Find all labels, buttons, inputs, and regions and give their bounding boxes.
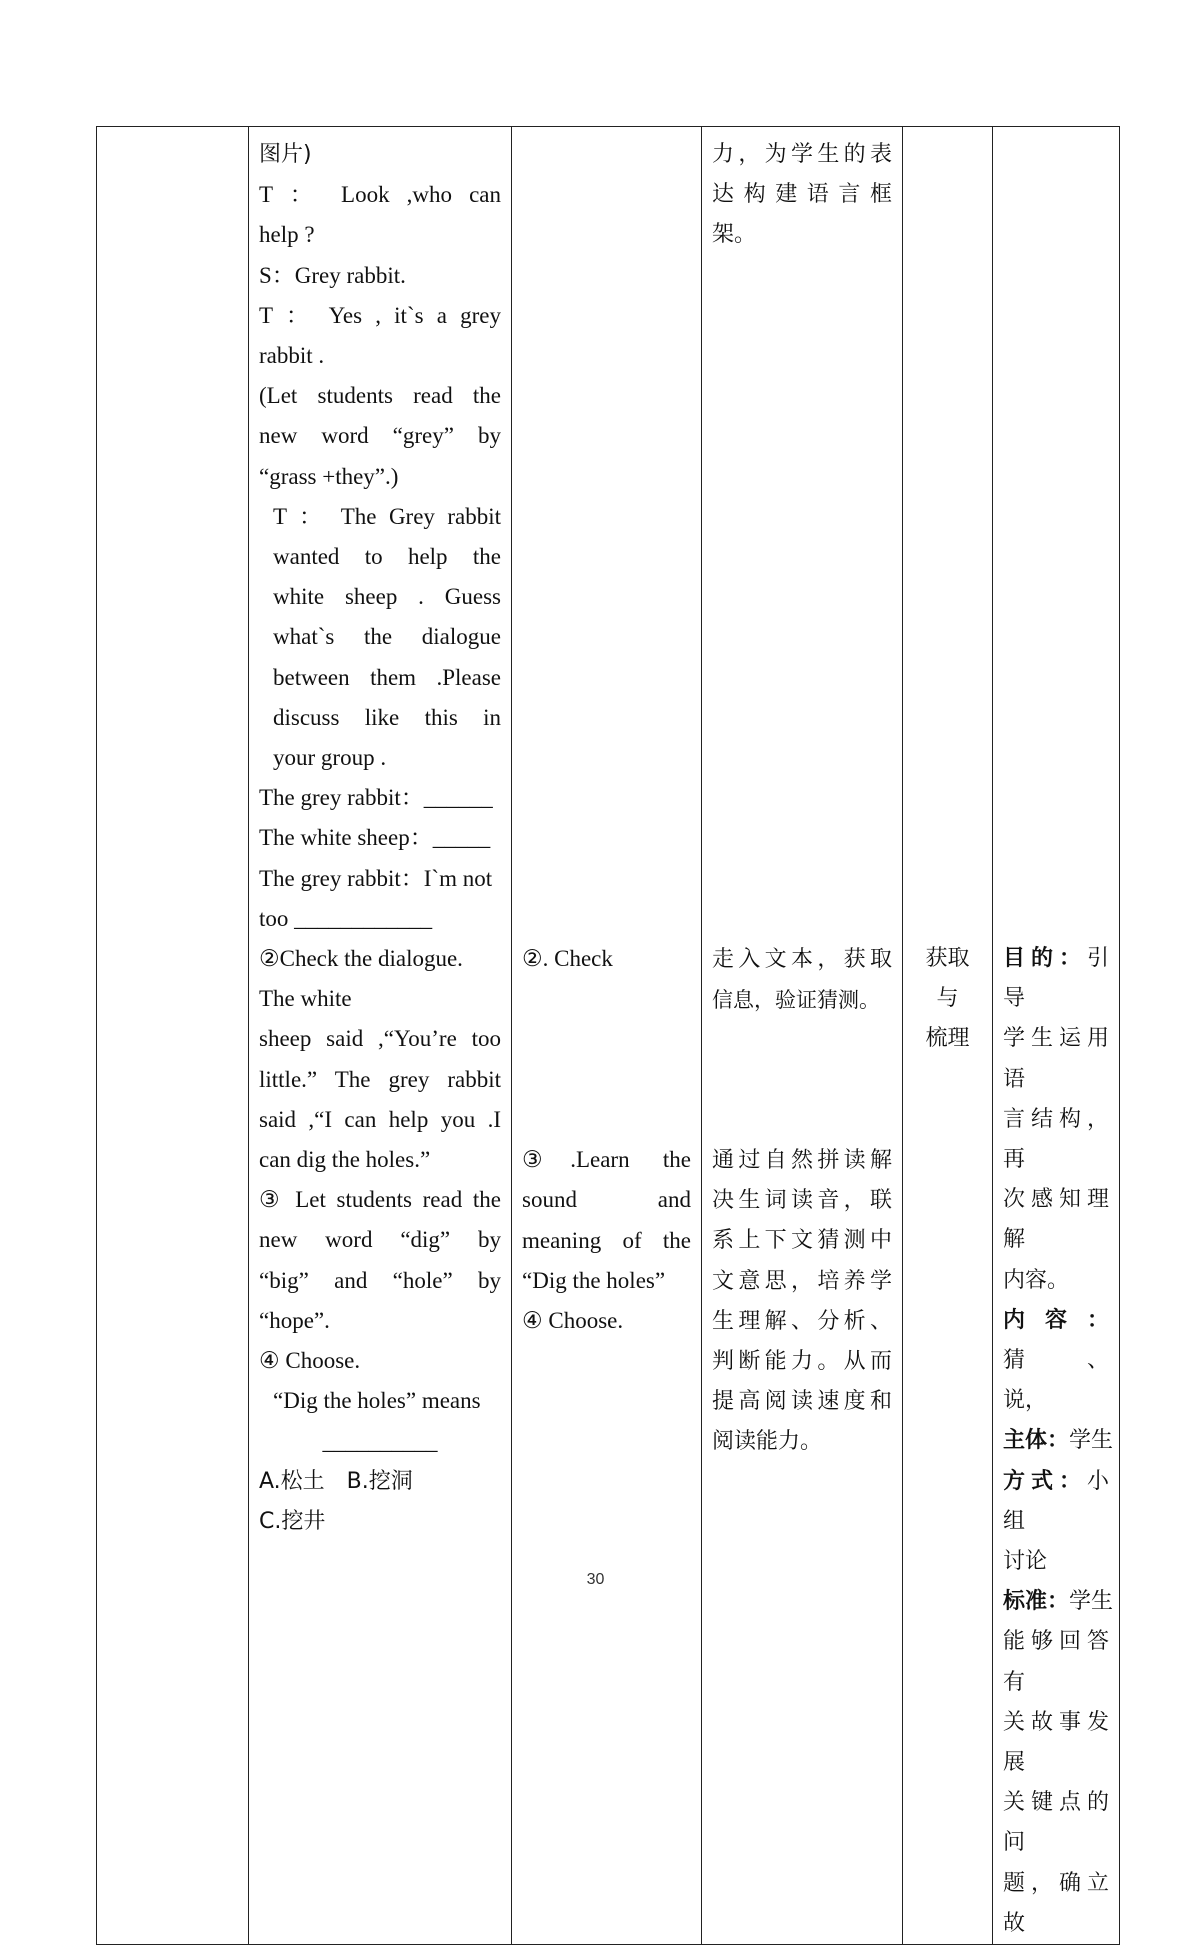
design-intent-cell: [702, 127, 903, 1945]
activity-line: sound and: [522, 1187, 691, 1213]
eval-text: 引导: [1003, 946, 1109, 1012]
process-line: The white: [259, 986, 352, 1012]
process-line: “Dig the holes” means: [273, 1388, 481, 1414]
eval-text: 学生: [1069, 1589, 1114, 1615]
intent-line: 生理解、分析、: [712, 1308, 892, 1334]
subject-label: 主体：: [1003, 1428, 1070, 1454]
process-line: The white sheep：_____: [259, 825, 491, 851]
process-line: too ____________: [259, 905, 433, 931]
method-label: 方式：: [1003, 1468, 1087, 1494]
process-line: ②Check the dialogue.: [259, 946, 463, 972]
intent-line: 通过自然拼读解: [712, 1148, 892, 1174]
eval-line: 讨论: [1003, 1549, 1048, 1575]
eval-line: 说，: [1003, 1388, 1048, 1414]
table-row: [97, 127, 1120, 1945]
learning-type-cell: [903, 127, 993, 1945]
eval-line: 关故事发展: [1003, 1709, 1109, 1776]
content-label: 内容：: [1003, 1307, 1109, 1333]
process-line: wanted to help the: [273, 544, 501, 570]
eval-text: 学生: [1069, 1428, 1114, 1454]
activity-line: ②. Check: [522, 946, 613, 971]
teaching-process-cell: [249, 127, 512, 1945]
process-line: what`s the dialogue: [273, 624, 501, 650]
process-line: C.挖井: [259, 1508, 326, 1534]
intent-line: 力，为学生的表: [712, 142, 892, 167]
process-line: can dig the holes.”: [259, 1147, 431, 1173]
process-line: help ?: [259, 222, 315, 248]
evaluation-cell: [993, 127, 1120, 1945]
cell-spacer: [913, 135, 982, 939]
eval-line: [1003, 939, 1109, 1019]
eval-line: 次感知理解: [1003, 1187, 1109, 1253]
purpose-label: 目的：: [1003, 946, 1087, 971]
process-line: sheep said ,“You’re too: [259, 1026, 501, 1052]
eval-line: 关键点的问: [1003, 1790, 1109, 1856]
eval-line: [1003, 1462, 1109, 1542]
eval-line: 言结构，再: [1003, 1106, 1109, 1173]
eval-line: 学生运用语: [1003, 1026, 1109, 1092]
process-line: “big” and “hole” by: [259, 1267, 501, 1293]
eval-line: 能够回答有: [1003, 1629, 1109, 1695]
cell-spacer: [1003, 135, 1109, 939]
eval-line: 内容。: [1003, 1267, 1070, 1293]
page-number: 30: [586, 1571, 605, 1588]
process-line: A.松土 B.挖洞: [259, 1468, 413, 1494]
intent-line: 提高阅读速度和: [712, 1389, 892, 1415]
eval-line: [1003, 1301, 1109, 1381]
process-line: new word “grey” by: [259, 423, 501, 449]
process-line: little.” The grey rabbit: [259, 1066, 501, 1092]
process-line: 图片): [259, 142, 312, 167]
student-activity-cell: [512, 127, 702, 1945]
eval-text: 小组: [1003, 1468, 1109, 1534]
lesson-plan-table: [96, 126, 1120, 1945]
intent-line: 系上下文猜测中: [712, 1228, 892, 1254]
process-line: white sheep . Guess: [273, 584, 501, 610]
intent-line: 架。: [712, 222, 757, 248]
eval-text: 猜、: [1003, 1348, 1109, 1374]
stage-cell: [97, 127, 249, 1945]
process-line: rabbit .: [259, 343, 325, 369]
process-line: “grass +they”.): [259, 463, 399, 489]
process-line: “hope”.: [259, 1307, 330, 1333]
intent-line: 走入文本，获取: [712, 946, 892, 972]
intent-line: 信息，验证猜测。: [712, 987, 880, 1012]
process-line: T ： Yes , it`s a grey: [259, 302, 501, 328]
activity-line: meaning of the: [522, 1227, 691, 1253]
process-line: S：Grey rabbit.: [259, 262, 406, 288]
process-line: __________: [322, 1428, 438, 1454]
intent-line: 达构建语言框: [712, 182, 892, 208]
cell-spacer: [522, 135, 691, 939]
intent-line: 阅读能力。: [712, 1429, 823, 1455]
type-line: 与: [936, 986, 959, 1012]
cell-spacer: [712, 1020, 892, 1141]
type-line: 获取: [925, 946, 970, 971]
process-line: new word “dig” by: [259, 1227, 501, 1253]
process-line: said ,“I can help you .I: [259, 1106, 501, 1132]
cell-spacer: [522, 979, 691, 1140]
process-line: T ： The Grey rabbit: [273, 503, 501, 529]
intent-line: 文意思，培养学: [712, 1268, 892, 1294]
cell-spacer: [712, 256, 892, 940]
process-line: (Let students read the: [259, 383, 501, 409]
process-line: T ： Look ,who can: [259, 182, 501, 208]
process-line: ③ Let students read the: [259, 1187, 501, 1213]
activity-line: ③.Learn the: [522, 1147, 691, 1173]
intent-line: 决生词读音，联: [712, 1188, 892, 1214]
process-line: ④ Choose.: [259, 1348, 361, 1374]
eval-line: 题，确立故: [1003, 1870, 1109, 1936]
type-line: 梳理: [925, 1026, 970, 1052]
process-line: The grey rabbit：I`m not: [259, 865, 493, 891]
eval-line: [1003, 1421, 1114, 1461]
process-line: your group .: [273, 745, 387, 771]
process-line: between them .Please: [273, 664, 501, 690]
activity-line: ④ Choose.: [522, 1308, 624, 1334]
process-line: discuss like this in: [273, 704, 501, 730]
standard-label: 标准：: [1003, 1589, 1070, 1615]
activity-line: “Dig the holes”: [522, 1267, 666, 1293]
process-line: The grey rabbit：______: [259, 785, 493, 811]
intent-line: 判断能力。从而: [712, 1349, 892, 1375]
